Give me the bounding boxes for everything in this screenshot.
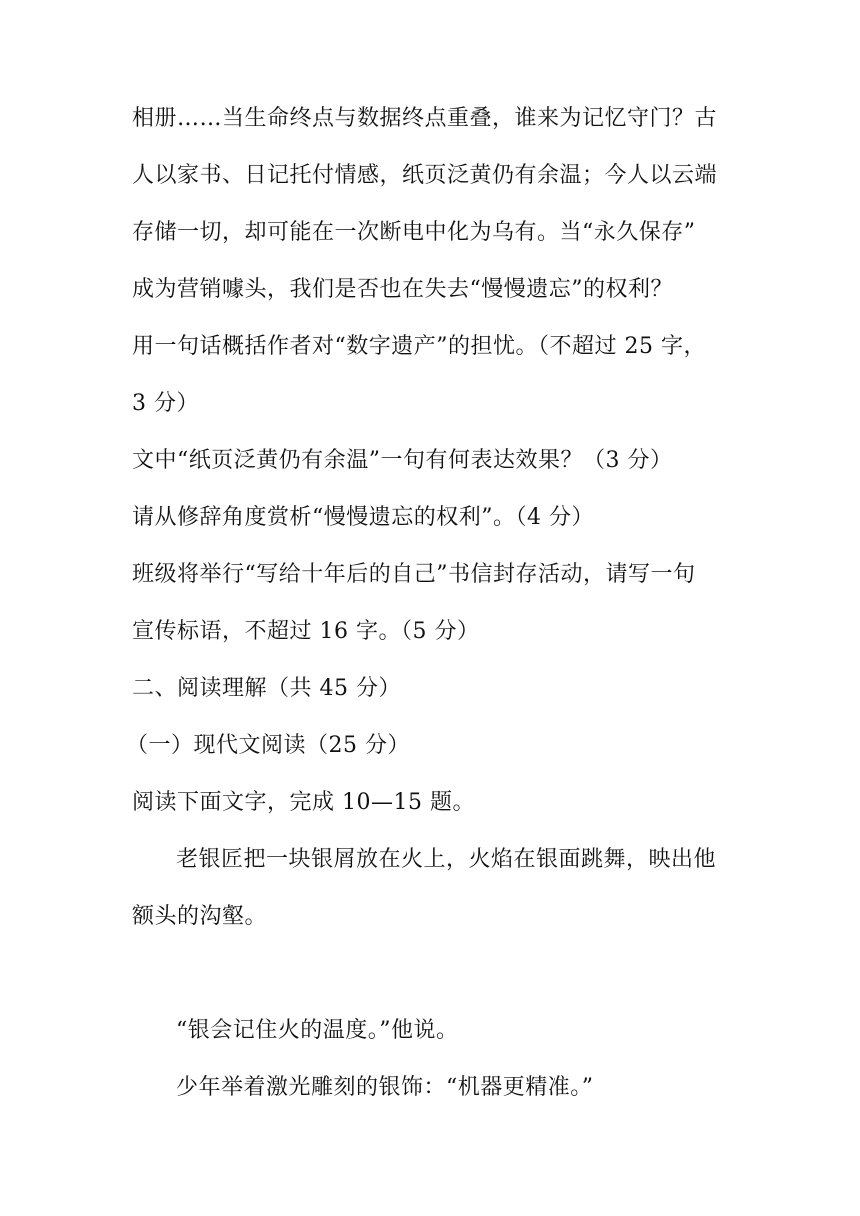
question-line: 3 分） <box>132 391 199 416</box>
story-line: 老银匠把一块银屑放在火上，火焰在银面跳舞，映出他 <box>176 847 717 872</box>
passage-line: 相册……当生命终点与数据终点重叠，谁来为记忆守门？古 <box>132 106 718 131</box>
instruction-line: 阅读下面文字，完成 10—15 题。 <box>132 790 475 815</box>
question-line: 宣传标语，不超过 16 字。（5 分） <box>132 619 480 644</box>
subsection-heading: （一）现代文阅读（25 分） <box>126 733 410 758</box>
question-line: 班级将举行“写给十年后的自己”书信封存活动，请写一句 <box>132 562 696 587</box>
passage-line: 存储一切，却可能在一次断电中化为乌有。当“永久保存” <box>132 220 696 245</box>
question-line: 用一句话概括作者对“数字遗产”的担忧。（不超过 25 字， <box>132 334 706 359</box>
question-line: 文中“纸页泛黄仍有余温”一句有何表达效果？（3 分） <box>132 448 673 473</box>
story-line: 额头的沟壑。 <box>132 904 268 929</box>
passage-line: 成为营销噱头，我们是否也在失去“慢慢遗忘”的权利？ <box>132 277 673 302</box>
story-line: 少年举着激光雕刻的银饰：“机器更精准。” <box>176 1075 594 1100</box>
passage-line: 人以家书、日记托付情感，纸页泛黄仍有余温；今人以云端 <box>132 163 718 188</box>
story-line: “银会记住火的温度。”他说。 <box>176 1018 459 1043</box>
question-line: 请从修辞角度赏析“慢慢遗忘的权利”。（4 分） <box>132 505 594 530</box>
section-heading: 二、阅读理解（共 45 分） <box>132 676 401 701</box>
